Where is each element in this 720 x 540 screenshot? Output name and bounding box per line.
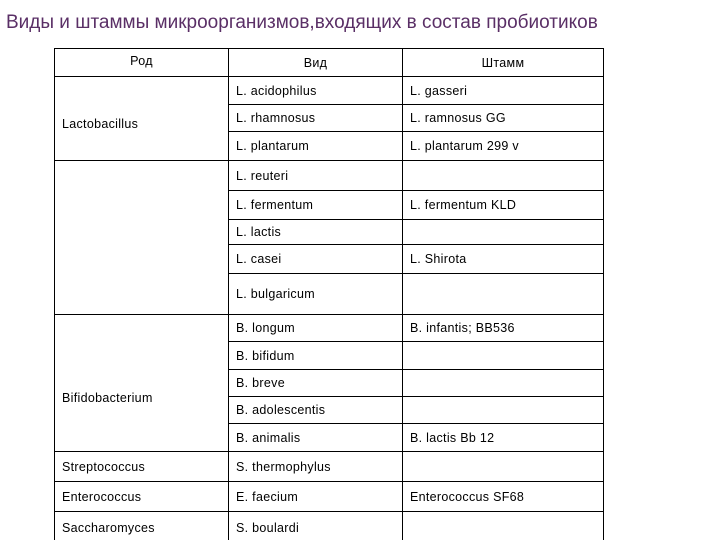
strain-cell: L. ramnosus GG (403, 105, 604, 132)
header-strain: Штамм (403, 49, 604, 77)
table-row (55, 161, 604, 191)
table-row (55, 77, 604, 105)
species-cell: S. thermophylus (229, 452, 403, 482)
species-cell: L. reuteri (229, 161, 403, 191)
species-cell: B. adolescentis (229, 397, 403, 424)
genus-lactobacillus: Lactobacillus (55, 77, 229, 161)
species-cell: B. breve (229, 370, 403, 397)
probiotics-table (54, 48, 604, 540)
header-genus: Род (55, 49, 229, 77)
strain-cell (403, 161, 604, 191)
genus-bifidobacterium: Bifidobacterium (55, 315, 229, 452)
header-species: Вид (229, 49, 403, 77)
table-row (55, 452, 604, 482)
species-cell: B. animalis (229, 424, 403, 452)
table-row (55, 315, 604, 342)
strain-cell: L. Shirota (403, 245, 604, 274)
strain-cell (403, 397, 604, 424)
strain-cell (403, 452, 604, 482)
strain-cell (403, 274, 604, 315)
strain-cell: Enterococcus SF68 (403, 482, 604, 512)
strain-cell: B. infantis; BB536 (403, 315, 604, 342)
table-row (55, 482, 604, 512)
species-cell: L. acidophilus (229, 77, 403, 105)
genus-streptococcus: Streptococcus (55, 452, 229, 482)
probiotics-table-wrap (54, 48, 604, 540)
species-cell: S. boulardi (229, 512, 403, 540)
strain-cell (403, 370, 604, 397)
strain-cell: B. lactis Bb 12 (403, 424, 604, 452)
species-cell: L. bulgaricum (229, 274, 403, 315)
table-row (55, 512, 604, 540)
strain-cell (403, 342, 604, 370)
species-cell: B. bifidum (229, 342, 403, 370)
species-cell: B. longum (229, 315, 403, 342)
header-row (55, 49, 604, 77)
strain-cell (403, 220, 604, 245)
species-cell: L. casei (229, 245, 403, 274)
strain-cell: L. plantarum 299 v (403, 132, 604, 161)
strain-cell: L. fermentum KLD (403, 191, 604, 220)
strain-cell: L. gasseri (403, 77, 604, 105)
species-cell: L. plantarum (229, 132, 403, 161)
species-cell: L. fermentum (229, 191, 403, 220)
genus-enterococcus: Enterococcus (55, 482, 229, 512)
species-cell: E. faecium (229, 482, 403, 512)
genus-lactobacillus-continued (55, 161, 229, 315)
species-cell: L. lactis (229, 220, 403, 245)
page-title: Виды и штаммы микроорганизмов,входящих в состав пробиотиков (6, 12, 598, 33)
strain-cell (403, 512, 604, 540)
species-cell: L. rhamnosus (229, 105, 403, 132)
genus-saccharomyces: Saccharomyces (55, 512, 229, 540)
